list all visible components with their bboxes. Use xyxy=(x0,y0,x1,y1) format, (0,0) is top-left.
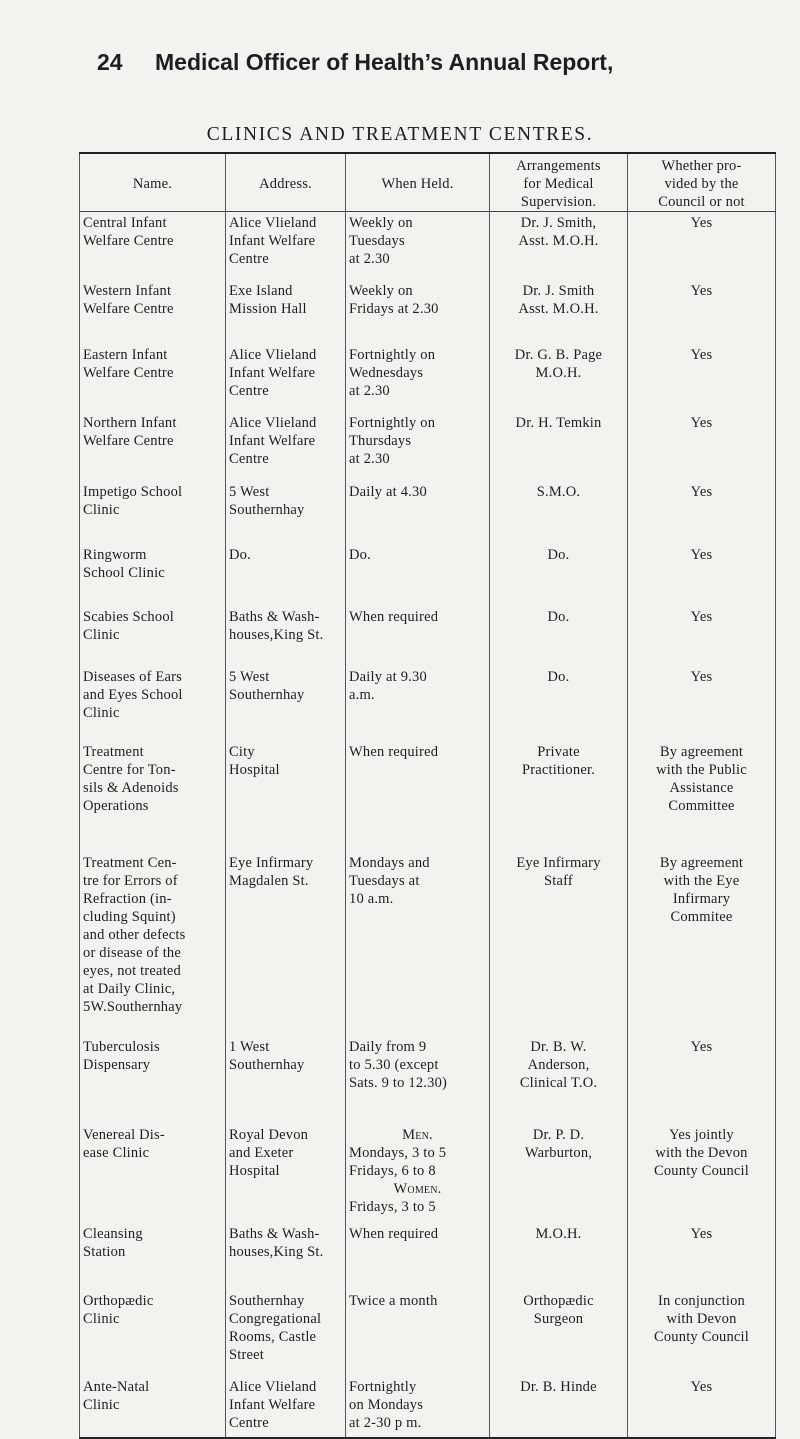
when-held-cell xyxy=(346,1290,490,1376)
cell-line: at 2.30 xyxy=(349,451,390,467)
when-held-cell xyxy=(346,412,490,481)
clinic-name-cell xyxy=(80,212,226,281)
cell-line: Yes jointly xyxy=(669,1127,734,1143)
when-held-cell xyxy=(346,1036,490,1124)
when-held-cell xyxy=(346,344,490,412)
provided-cell xyxy=(628,344,776,412)
cell-line: 10 a.m. xyxy=(349,891,394,907)
cell-line: Eye Infirmary xyxy=(516,855,601,871)
cell-line: Magdalen St. xyxy=(229,873,309,889)
cell-line: at 2.30 xyxy=(349,251,390,267)
cell-line: Clinic xyxy=(83,627,120,643)
cell-line: Western Infant xyxy=(83,283,172,299)
cell-line: Scabies School xyxy=(83,609,174,625)
cell-line: Eye Infirmary xyxy=(229,855,314,871)
cell-line: Ringworm xyxy=(83,547,147,563)
cell-line: Yes xyxy=(690,547,713,563)
cell-line: School Clinic xyxy=(83,565,165,581)
cell-line: Yes xyxy=(690,1039,713,1055)
cell-line: Twice a month xyxy=(349,1293,438,1309)
when-held-cell xyxy=(346,280,490,344)
cell-line: at 2-30 p m. xyxy=(349,1415,422,1431)
cell-line: Welfare Centre xyxy=(83,301,174,317)
cell-line: Do. xyxy=(349,547,371,563)
provided-cell xyxy=(628,280,776,344)
cell-line: Fortnightly xyxy=(349,1379,417,1395)
table-row xyxy=(80,666,776,741)
cell-line: Diseases of Ears xyxy=(83,669,183,685)
clinic-name-cell xyxy=(80,280,226,344)
cell-line: Clinic xyxy=(83,1397,120,1413)
cell-line: at Daily Clinic, xyxy=(83,981,176,997)
supervision-cell xyxy=(490,606,628,666)
cell-line: When required xyxy=(349,1226,439,1242)
table-row xyxy=(80,212,776,281)
cell-line: 5W.Southernhay xyxy=(83,999,183,1015)
clinic-name-cell xyxy=(80,1036,226,1124)
cell-line: Yes xyxy=(690,609,713,625)
cell-line: County Council xyxy=(653,1163,750,1179)
provided-cell xyxy=(628,666,776,741)
cell-line: Welfare Centre xyxy=(83,365,174,381)
clinic-name-cell xyxy=(80,1223,226,1290)
cell-line: Exe Island xyxy=(229,283,293,299)
cell-line: Infirmary xyxy=(672,891,731,907)
cell-line: Centre for Ton- xyxy=(83,762,176,778)
cell-line: Weekly on xyxy=(349,283,413,299)
cell-line: Hospital xyxy=(229,762,280,778)
cell-line: Dr. J. Smith, xyxy=(520,215,597,231)
cell-line: Alice Vlieland xyxy=(229,347,317,363)
cell-line: with Devon xyxy=(666,1311,737,1327)
cell-line: Ante-Natal xyxy=(83,1379,150,1395)
cell-line: with the Eye xyxy=(663,873,740,889)
provided-cell xyxy=(628,1290,776,1376)
cell-line: Wednesdays xyxy=(349,365,424,381)
table-row xyxy=(80,412,776,481)
cell-line: Orthopædic xyxy=(83,1293,154,1309)
cell-line: at 2.30 xyxy=(349,383,390,399)
cell-line: Committee xyxy=(668,798,735,814)
cell-line: Staff xyxy=(544,873,573,889)
cell-line: Eastern Infant xyxy=(83,347,168,363)
provided-cell xyxy=(628,741,776,852)
cell-line: Practitioner. xyxy=(521,762,596,778)
supervision-cell xyxy=(490,666,628,741)
table-row xyxy=(80,1376,776,1438)
cell-line: Southernhay xyxy=(229,502,305,518)
cell-line: Warburton, xyxy=(524,1145,593,1161)
cell-line: Venereal Dis- xyxy=(83,1127,165,1143)
cell-line: houses,King St. xyxy=(229,1244,324,1260)
cell-line: In conjunction xyxy=(658,1293,745,1309)
provided-cell xyxy=(628,852,776,1036)
table-row xyxy=(80,544,776,606)
cell-line: M.O.H. xyxy=(535,1226,582,1242)
clinic-name-cell xyxy=(80,666,226,741)
cell-line: Clinic xyxy=(83,502,120,518)
cell-line: Centre xyxy=(229,383,269,399)
table-row xyxy=(80,1124,776,1223)
cell-line: When required xyxy=(349,744,439,760)
cell-line: Fortnightly on xyxy=(349,347,436,363)
cell-line: houses,King St. xyxy=(229,627,324,643)
cell-line: Alice Vlieland xyxy=(229,215,317,231)
page-number: 24 xyxy=(97,49,123,75)
cell-line: M.O.H. xyxy=(535,365,582,381)
cell-line: Treatment Cen- xyxy=(83,855,177,871)
cell-line: By agreement xyxy=(659,855,744,871)
cell-line: Fridays, 3 to 5 xyxy=(349,1199,436,1215)
cell-line: Do. xyxy=(547,609,570,625)
column-header-when-held: When Held. xyxy=(346,153,490,212)
cell-line: Rooms, Castle xyxy=(229,1329,317,1345)
table-row xyxy=(80,344,776,412)
provided-cell xyxy=(628,412,776,481)
cell-line: Yes xyxy=(690,283,713,299)
cell-line: to 5.30 (except xyxy=(349,1057,439,1073)
provided-cell xyxy=(628,212,776,281)
address-cell xyxy=(226,212,346,281)
clinic-name-cell xyxy=(80,481,226,544)
cell-line: Impetigo School xyxy=(83,484,183,500)
when-held-cell xyxy=(346,1223,490,1290)
supervision-cell xyxy=(490,481,628,544)
cell-line: Surgeon xyxy=(533,1311,584,1327)
cell-line: Anderson, xyxy=(527,1057,590,1073)
cell-line: 5 West xyxy=(229,484,270,500)
cell-line: on Mondays xyxy=(349,1397,424,1413)
cell-line: Do. xyxy=(547,547,570,563)
cell-line: Alice Vlieland xyxy=(229,1379,317,1395)
header-row xyxy=(80,153,776,212)
cell-line: Yes xyxy=(690,215,713,231)
cell-line: Assistance xyxy=(669,780,734,796)
clinic-name-cell xyxy=(80,544,226,606)
cell-line: Men. xyxy=(402,1127,433,1143)
clinic-name-cell xyxy=(80,606,226,666)
clinic-name-cell xyxy=(80,741,226,852)
when-held-cell xyxy=(346,544,490,606)
cell-line: Infant Welfare xyxy=(229,233,316,249)
table-row xyxy=(80,1036,776,1124)
cell-line: Yes xyxy=(690,347,713,363)
cell-line: Refraction (in- xyxy=(83,891,172,907)
supervision-cell xyxy=(490,412,628,481)
cell-line: Welfare Centre xyxy=(83,233,174,249)
cell-line: Station xyxy=(83,1244,126,1260)
cell-line: Clinic xyxy=(83,705,120,721)
cell-line: Dr. P. D. xyxy=(532,1127,585,1143)
table-row xyxy=(80,280,776,344)
cell-line: Southernhay xyxy=(229,1057,305,1073)
clinic-name-cell xyxy=(80,1290,226,1376)
address-cell xyxy=(226,544,346,606)
cell-line: Private xyxy=(537,744,580,760)
cell-line: Infant Welfare xyxy=(229,365,316,381)
table-row xyxy=(80,481,776,544)
when-held-cell xyxy=(346,1124,490,1223)
cell-line: Centre xyxy=(229,251,269,267)
cell-line: Tuesdays xyxy=(349,233,405,249)
provided-cell xyxy=(628,544,776,606)
cell-line: Infant Welfare xyxy=(229,1397,316,1413)
cell-line: S.M.O. xyxy=(536,484,581,500)
cell-line: Baths & Wash- xyxy=(229,609,320,625)
when-held-cell xyxy=(346,606,490,666)
cell-line: Weekly on xyxy=(349,215,413,231)
cell-line: Centre xyxy=(229,451,269,467)
provided-cell xyxy=(628,1223,776,1290)
table-title: CLINICS AND TREATMENT CENTRES. xyxy=(206,124,594,145)
cell-line: Northern Infant xyxy=(83,415,177,431)
cell-line: Dr. G. B. Page xyxy=(514,347,603,363)
address-cell xyxy=(226,1376,346,1438)
cell-line: Hospital xyxy=(229,1163,280,1179)
cell-line: Daily at 4.30 xyxy=(349,484,427,500)
when-held-cell xyxy=(346,212,490,281)
cell-line: County Council xyxy=(653,1329,750,1345)
cell-line: Yes xyxy=(690,1226,713,1242)
address-cell xyxy=(226,344,346,412)
cell-line: Street xyxy=(229,1347,265,1363)
cell-line: Fridays, 6 to 8 xyxy=(349,1163,436,1179)
supervision-cell xyxy=(490,212,628,281)
cell-line: Tuesdays at xyxy=(349,873,420,889)
cell-line: Mondays and xyxy=(349,855,430,871)
cell-line: and Eyes School xyxy=(83,687,183,703)
cell-line: Operations xyxy=(83,798,149,814)
cell-line: Women. xyxy=(393,1181,442,1197)
when-held-cell xyxy=(346,852,490,1036)
cell-line: Dr. B. W. xyxy=(530,1039,587,1055)
cell-line: Welfare Centre xyxy=(83,433,174,449)
cell-line: City xyxy=(229,744,255,760)
address-cell xyxy=(226,1290,346,1376)
column-header-address: Address. xyxy=(226,153,346,212)
cell-line: cluding Squint) xyxy=(83,909,176,925)
supervision-cell xyxy=(490,1036,628,1124)
cell-line: Yes xyxy=(690,669,713,685)
cell-line: Asst. M.O.H. xyxy=(518,301,599,317)
cell-line: Dispensary xyxy=(83,1057,151,1073)
provided-cell xyxy=(628,1376,776,1438)
cell-line: Asst. M.O.H. xyxy=(518,233,599,249)
cell-line: Sats. 9 to 12.30) xyxy=(349,1075,448,1091)
address-cell xyxy=(226,1223,346,1290)
cell-line: Southernhay xyxy=(229,687,305,703)
cell-line: Daily at 9.30 xyxy=(349,669,427,685)
cell-line: Treatment xyxy=(83,744,144,760)
address-cell xyxy=(226,606,346,666)
address-cell xyxy=(226,280,346,344)
provided-cell xyxy=(628,481,776,544)
supervision-cell xyxy=(490,1290,628,1376)
page-header xyxy=(0,45,800,85)
column-header-provided: Whether pro- vided by the Council or not xyxy=(628,153,776,212)
cell-line: Southernhay xyxy=(229,1293,305,1309)
address-cell xyxy=(226,741,346,852)
cell-line: eyes, not treated xyxy=(83,963,182,979)
cell-line: Congregational xyxy=(229,1311,322,1327)
cell-line: Fortnightly on xyxy=(349,415,436,431)
cell-line: Alice Vlieland xyxy=(229,415,317,431)
cell-line: tre for Errors of xyxy=(83,873,178,889)
cell-line: and Exeter xyxy=(229,1145,294,1161)
supervision-cell xyxy=(490,1223,628,1290)
provided-cell xyxy=(628,1124,776,1223)
cell-line: Commitee xyxy=(670,909,733,925)
when-held-cell xyxy=(346,741,490,852)
cell-line: By agreement xyxy=(659,744,744,760)
cell-line: Infant Welfare xyxy=(229,433,316,449)
column-header-name: Name. xyxy=(80,153,226,212)
clinic-name-cell xyxy=(80,1124,226,1223)
cell-line: Clinical T.O. xyxy=(519,1075,598,1091)
provided-cell xyxy=(628,1036,776,1124)
cell-line: 1 West xyxy=(229,1039,270,1055)
cell-line: Baths & Wash- xyxy=(229,1226,320,1242)
address-cell xyxy=(226,852,346,1036)
table-row xyxy=(80,1223,776,1290)
table-row xyxy=(80,852,776,1036)
cell-line: and other defects xyxy=(83,927,186,943)
column-header-supervision: Arrangements for Medical Supervision. xyxy=(490,153,628,212)
cell-line: a.m. xyxy=(349,687,375,703)
cell-line: Yes xyxy=(690,484,713,500)
supervision-cell xyxy=(490,852,628,1036)
clinic-name-cell xyxy=(80,1376,226,1438)
supervision-cell xyxy=(490,1124,628,1223)
cell-line: Do. xyxy=(547,669,570,685)
cell-line: with the Public xyxy=(656,762,747,778)
cell-line: Orthopædic xyxy=(523,1293,594,1309)
when-held-cell xyxy=(346,481,490,544)
cell-line: Centre xyxy=(229,1415,269,1431)
cell-line: with the Devon xyxy=(655,1145,748,1161)
when-held-cell xyxy=(346,666,490,741)
table-row xyxy=(80,741,776,852)
clinics-table xyxy=(79,152,776,1439)
clinic-name-cell xyxy=(80,344,226,412)
cell-line: or disease of the xyxy=(83,945,182,961)
cell-line: Mondays, 3 to 5 xyxy=(349,1145,447,1161)
cell-line: Royal Devon xyxy=(229,1127,309,1143)
cell-line: Yes xyxy=(690,1379,713,1395)
cell-line: Fridays at 2.30 xyxy=(349,301,439,317)
cell-line: Central Infant xyxy=(83,215,167,231)
cell-line: 5 West xyxy=(229,669,270,685)
supervision-cell xyxy=(490,741,628,852)
address-cell xyxy=(226,1124,346,1223)
cell-line: Thursdays xyxy=(349,433,412,449)
supervision-cell xyxy=(490,280,628,344)
cell-line: Daily from 9 xyxy=(349,1039,427,1055)
table-row xyxy=(80,606,776,666)
provided-cell xyxy=(628,606,776,666)
clinic-name-cell xyxy=(80,412,226,481)
cell-line: ease Clinic xyxy=(83,1145,150,1161)
running-title: Medical Officer of Health’s Annual Report, xyxy=(155,49,614,75)
cell-line: Yes xyxy=(690,415,713,431)
when-held-cell xyxy=(346,1376,490,1438)
cell-line: Clinic xyxy=(83,1311,120,1327)
table-row xyxy=(80,1290,776,1376)
supervision-cell xyxy=(490,544,628,606)
cell-line: When required xyxy=(349,609,439,625)
cell-line: sils & Adenoids xyxy=(83,780,179,796)
address-cell xyxy=(226,481,346,544)
address-cell xyxy=(226,1036,346,1124)
cell-line: Do. xyxy=(229,547,251,563)
address-cell xyxy=(226,412,346,481)
supervision-cell xyxy=(490,1376,628,1438)
cell-line: Dr. J. Smith xyxy=(522,283,595,299)
cell-line: Tuberculosis xyxy=(83,1039,160,1055)
cell-line: Dr. H. Temkin xyxy=(515,415,602,431)
clinic-name-cell xyxy=(80,852,226,1036)
address-cell xyxy=(226,666,346,741)
supervision-cell xyxy=(490,344,628,412)
cell-line: Cleansing xyxy=(83,1226,143,1242)
cell-line: Mission Hall xyxy=(229,301,307,317)
cell-line: Dr. B. Hinde xyxy=(520,1379,597,1395)
